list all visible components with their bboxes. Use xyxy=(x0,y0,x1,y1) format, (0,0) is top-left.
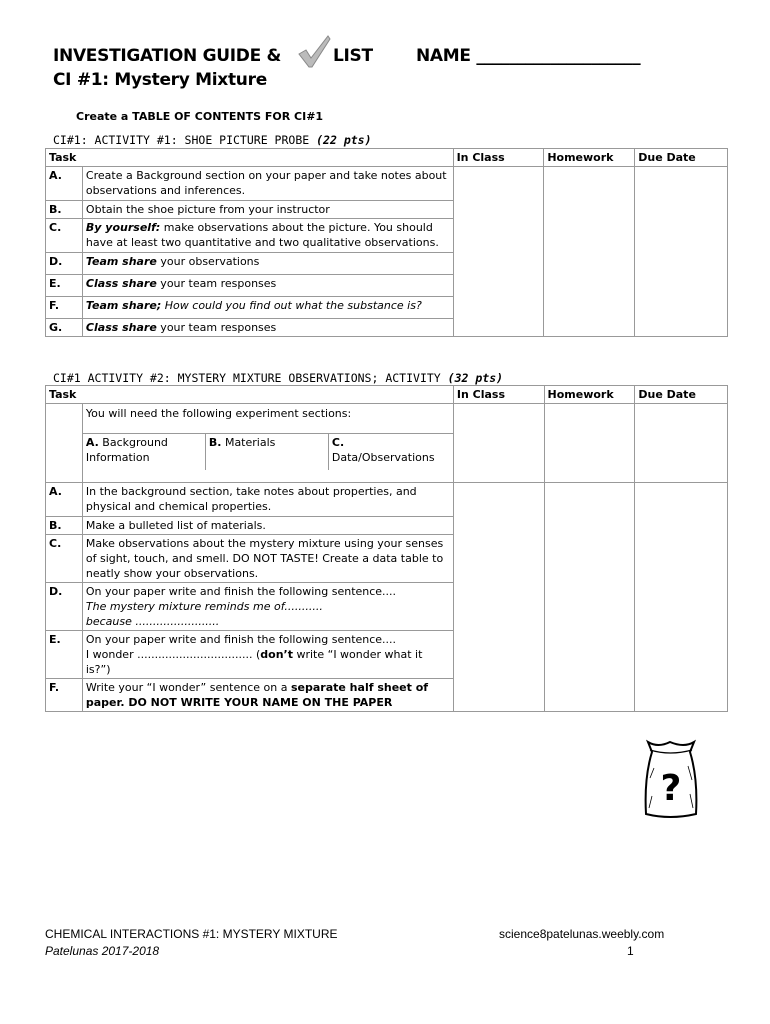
row-lead: Class share xyxy=(85,321,157,334)
row-text: make observations about the picture. You should have at least two quantitative and two qualitative observations. xyxy=(85,221,439,249)
row-letter: B. xyxy=(46,201,83,219)
row-task: Make observations about the mystery mixture using your senses of sight, touch, and smell. DO NOT TASTE! Create a data table to neatly show your observations. xyxy=(82,535,453,583)
sections-table xyxy=(83,433,453,470)
row-task xyxy=(82,583,453,631)
row-task xyxy=(82,253,453,275)
row-text: On your paper write and finish the following sentence.... xyxy=(85,633,397,646)
row-letter: B. xyxy=(46,517,83,535)
page-title: CI #1: Mystery Mixture xyxy=(53,70,267,90)
section-text: Background Information xyxy=(85,436,168,464)
row-bold: don’t xyxy=(260,648,293,661)
row-task xyxy=(82,275,453,297)
section-background xyxy=(83,434,206,471)
row-letter: E. xyxy=(46,631,83,679)
mystery-bag-icon xyxy=(640,738,702,820)
row-lead: Team share xyxy=(85,255,157,268)
row-letter: C. xyxy=(46,535,83,583)
row-bold: separate half sheet of paper. DO NOT WRITE YOUR NAME ON THE PAPER xyxy=(85,681,429,709)
table-row xyxy=(46,167,728,201)
footer-left-line1: CHEMICAL INTERACTIONS #1: MYSTERY MIXTURE xyxy=(45,927,338,941)
page-number: 1 xyxy=(627,944,634,958)
footer-left-line2: Patelunas 2017-2018 xyxy=(45,944,160,958)
due-date-cell[interactable] xyxy=(635,167,728,337)
row-text: your team responses xyxy=(156,277,277,290)
title-line1-right: LIST xyxy=(333,46,373,66)
row-task: Obtain the shoe picture from your instructor xyxy=(82,201,453,219)
activity2-points: (32 pts) xyxy=(447,371,504,385)
col-homework: Homework xyxy=(544,386,635,404)
table-row xyxy=(46,404,728,483)
row-task xyxy=(82,219,453,253)
activity2-heading xyxy=(53,371,503,385)
row-letter: E. xyxy=(46,275,83,297)
row-text: your observations xyxy=(156,255,260,268)
row-task xyxy=(82,297,453,319)
section-text: Data/Observations xyxy=(331,451,435,464)
toc-note: Create a TABLE OF CONTENTS FOR CI#1 xyxy=(76,110,324,123)
section-data xyxy=(328,434,453,471)
row-letter: A. xyxy=(46,483,83,517)
activity1-points: (22 pts) xyxy=(316,133,372,147)
activity1-title: CI#1: ACTIVITY #1: SHOE PICTURE PROBE xyxy=(53,133,310,147)
bag-question-mark: ? xyxy=(660,768,682,809)
col-in-class: In Class xyxy=(453,149,544,167)
homework-cell[interactable] xyxy=(544,404,635,483)
row-letter: F. xyxy=(46,297,83,319)
section-text: Materials xyxy=(221,436,276,449)
section-letter: C. xyxy=(331,436,345,449)
row-letter: D. xyxy=(46,583,83,631)
row-text: Write your “I wonder” sentence on a xyxy=(85,681,291,694)
row-italic-line: The mystery mixture reminds me of........... xyxy=(85,600,323,613)
row-text: your team responses xyxy=(156,321,277,334)
row-task xyxy=(82,631,453,679)
in-class-cell[interactable] xyxy=(453,483,544,712)
row-letter: C. xyxy=(46,219,83,253)
row-task xyxy=(82,404,453,483)
activity1-table xyxy=(45,148,728,337)
col-in-class: In Class xyxy=(453,386,544,404)
table-row xyxy=(46,483,728,517)
in-class-cell[interactable] xyxy=(453,167,544,337)
table-header-row xyxy=(46,149,728,167)
row-letter: G. xyxy=(46,319,83,337)
col-task: Task xyxy=(46,386,454,404)
in-class-cell[interactable] xyxy=(453,404,544,483)
footer-url[interactable]: science8patelunas.weebly.com xyxy=(499,927,665,941)
row-text: On your paper write and finish the following sentence.... xyxy=(85,585,397,598)
sections-intro: You will need the following experiment sections: xyxy=(85,407,352,420)
row-text: How could you find out what the substance is? xyxy=(161,299,422,312)
section-letter: B. xyxy=(208,436,222,449)
name-field[interactable]: NAME ____________________ xyxy=(416,46,641,66)
activity2-table xyxy=(45,385,728,712)
row-task: Create a Background section on your paper and take notes about observations and inferences. xyxy=(82,167,453,201)
row-letter: F. xyxy=(46,679,83,712)
title-line1-left: INVESTIGATION GUIDE & xyxy=(53,46,282,66)
row-text: write “I wonder what it is?”) xyxy=(85,648,423,676)
table-header-row xyxy=(46,386,728,404)
checkmark-icon xyxy=(296,34,332,70)
row-letter: A. xyxy=(46,167,83,201)
col-homework: Homework xyxy=(544,149,635,167)
row-lead: By yourself: xyxy=(85,221,161,234)
homework-cell[interactable] xyxy=(544,483,635,712)
col-task: Task xyxy=(46,149,454,167)
col-due-date: Due Date xyxy=(635,386,728,404)
row-letter: D. xyxy=(46,253,83,275)
activity2-title: CI#1 ACTIVITY #2: MYSTERY MIXTURE OBSERVATIONS; ACTIVITY xyxy=(53,371,441,385)
row-italic-line: because ........................ xyxy=(85,615,220,628)
col-due-date: Due Date xyxy=(635,149,728,167)
row-lead: Class share xyxy=(85,277,157,290)
row-task: In the background section, take notes about properties, and physical and chemical properties. xyxy=(82,483,453,517)
due-date-cell[interactable] xyxy=(635,483,728,712)
row-task xyxy=(82,319,453,337)
homework-cell[interactable] xyxy=(544,167,635,337)
section-materials xyxy=(205,434,328,471)
row-text: I wonder ................................. ( xyxy=(85,648,261,661)
row-letter xyxy=(46,404,83,483)
activity1-heading xyxy=(53,133,372,147)
due-date-cell[interactable] xyxy=(635,404,728,483)
row-task xyxy=(82,679,453,712)
section-letter: A. xyxy=(85,436,99,449)
row-lead: Team share; xyxy=(85,299,162,312)
row-task: Make a bulleted list of materials. xyxy=(82,517,453,535)
